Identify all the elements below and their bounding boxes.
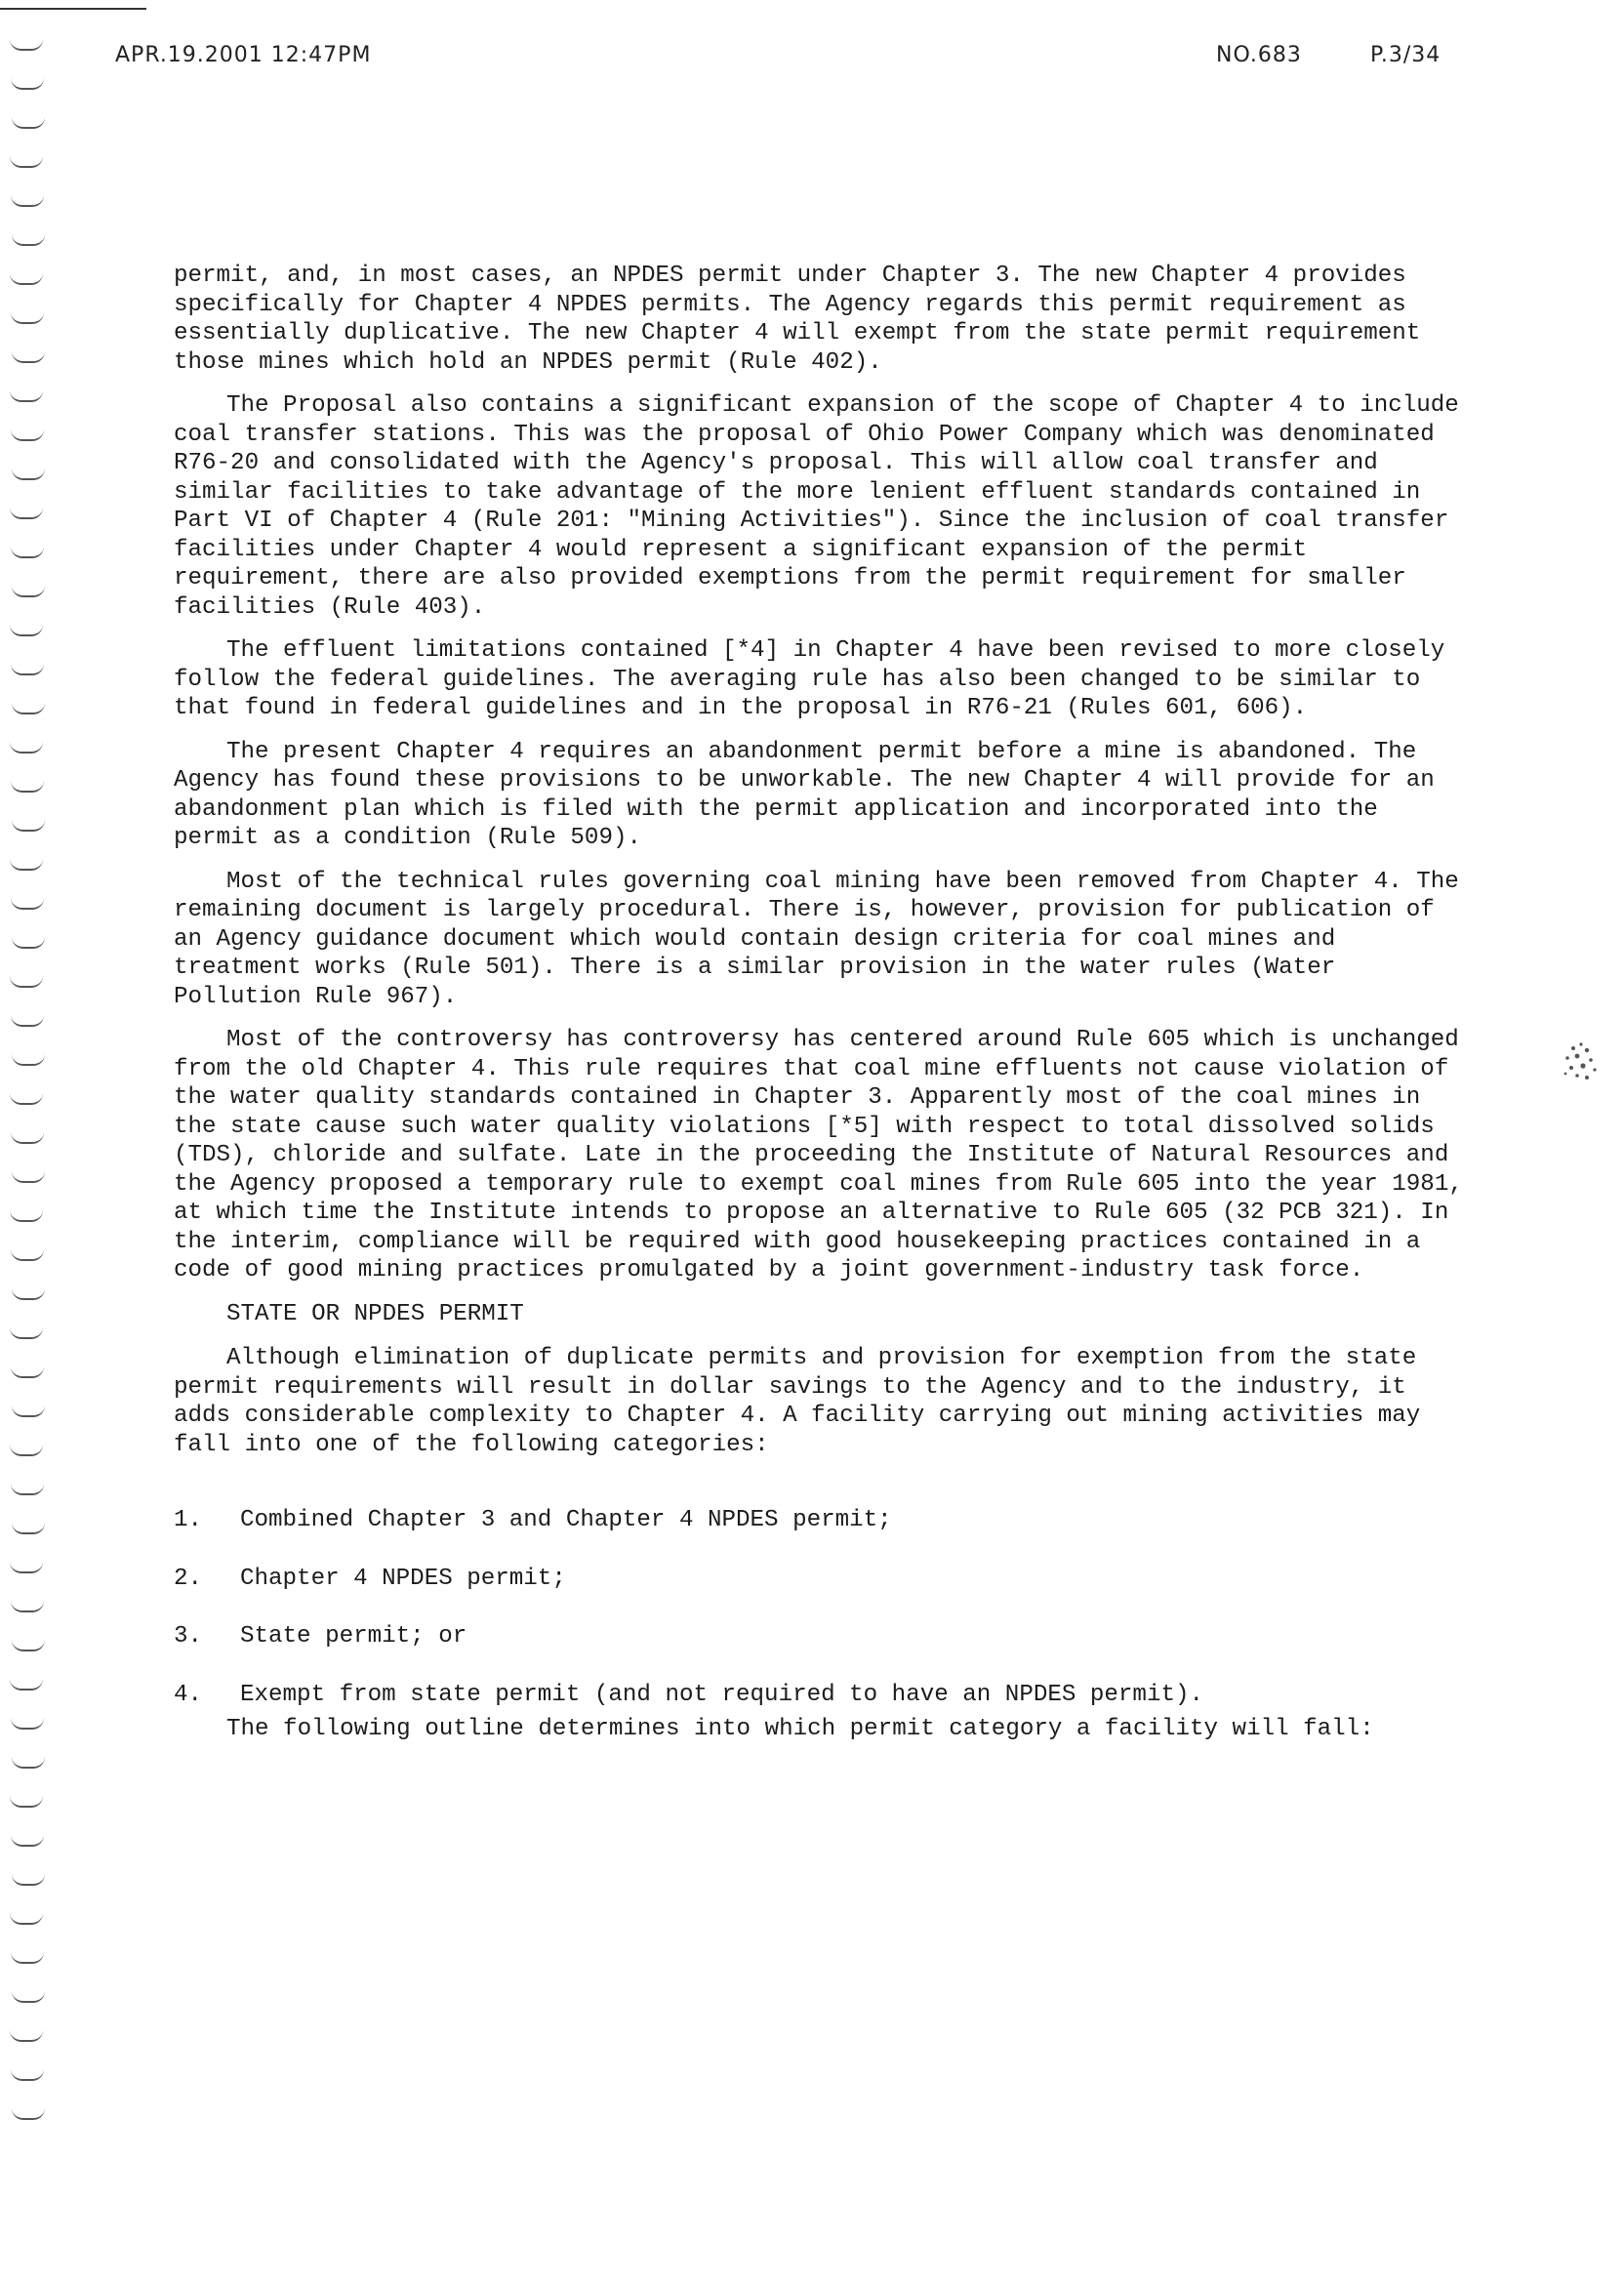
list-number: 1. [174,1507,203,1533]
binding-mark [12,1171,45,1183]
list-text: Chapter 4 NPDES permit; [240,1565,566,1592]
binding-mark [11,429,44,441]
binding-mark [11,1366,44,1378]
binding-mark [12,2108,45,2120]
binding-mark [11,1718,44,1730]
binding-mark [12,1406,45,1417]
binding-mark [12,937,45,949]
binding-mark [11,78,44,90]
list-text: Exempt from state permit (and not required to have an NPDES permit). [240,1681,1204,1708]
binding-mark [10,625,43,636]
binding-mark [12,1523,45,1534]
binding-mark [10,1210,43,1222]
paragraph-8: The following outline determines into which permit category a facility will fall: [226,1716,1374,1742]
binding-mark [12,1054,45,1066]
binding-mark [12,117,45,129]
binding-mark [11,1015,44,1027]
binding-mark [10,976,43,988]
list-item [174,1506,1472,1535]
binding-mark [11,1601,44,1612]
binding-mark [10,273,43,285]
paragraph-7: Although elimination of duplicate permits and provision for exemption from the state permit requirements will result in dollar savings to the Agency and to the industry, it adds considerable complexity to Chapter 4. A facility carrying out mining activities may fall into one of the following categories: [174,1345,1421,1458]
fax-page-number: P.3/34 [1370,43,1441,67]
list-number: 3. [174,1623,203,1650]
binding-mark [12,586,45,597]
list-item [174,1681,1472,1710]
binding-mark [12,1288,45,1300]
binding-mark [11,1132,44,1144]
binding-mark [11,781,44,793]
binding-mark [12,1757,45,1769]
binding-mark [12,469,45,480]
list-text: State permit; or [240,1623,467,1650]
stamp-smudge [1554,1035,1608,1089]
binding-edge-marks [6,39,64,2147]
binding-mark [12,1640,45,1651]
binding-mark [10,1093,43,1105]
binding-mark [10,39,43,51]
category-list [174,1506,1472,1709]
paragraph-4: The present Chapter 4 requires an abandonment permit before a mine is abandoned. The Agency has found these provisions to be unworkable. The new Chapter 4 will provide for an abandonment plan which is filed with the permit application and incorporated into the permit as a condition (Rule 509). [174,738,1435,851]
list-number: 2. [174,1565,203,1592]
binding-mark [12,1991,45,2003]
paragraph-6: Most of the controversy has controversy has centered around Rule 605 which is unchanged from the old Chapter 4. This rule requires that coal mine effluents not cause violation of the water quality standards contained in Chapter 3. Apparently most of the coal mines in the state cause such water quality violations [*5] with respect to total dissolved solids (TDS), chloride and sulfate. Late in the proceeding the Institute of Natural Resources and the Agency proposed a temporary rule to exempt coal mines from Rule 605 into the year 1981, at which time the Institute intends to propose an alternative to Rule 605 (32 PCB 321). In the interim, compliance will be required with good housekeeping practices contained in a code of good mining practices promulgated by a joint government-industry task force. [174,1027,1463,1284]
fax-header [0,43,1624,82]
binding-mark [11,898,44,910]
binding-mark [10,1327,43,1339]
list-item [174,1622,1472,1651]
binding-mark [12,351,45,363]
binding-mark [10,1796,43,1808]
binding-mark [11,2069,44,2081]
binding-mark [11,312,44,324]
binding-mark [12,1874,45,1886]
fax-datetime: APR.19.2001 12:47PM [115,43,372,67]
binding-mark [10,390,43,402]
top-rule [0,8,146,10]
binding-mark [11,1835,44,1847]
document-body [174,262,1472,1759]
binding-mark [12,234,45,246]
list-number: 4. [174,1681,203,1708]
binding-mark [10,859,43,871]
binding-mark [10,1913,43,1925]
list-item [174,1565,1472,1594]
binding-mark [10,2030,43,2042]
binding-mark [11,1249,44,1261]
binding-mark [11,1484,44,1495]
binding-mark [10,156,43,168]
binding-mark [11,195,44,207]
binding-mark [10,742,43,754]
paragraph-1: permit, and, in most cases, an NPDES permit under Chapter 3. The new Chapter 4 provides specifically for Chapter 4 NPDES permits. The Agency regards this permit requirement as essentially duplicative. The new Chapter 4 will exempt from the state permit requirement those mines which hold an NPDES permit (Rule 402). [174,263,1421,376]
binding-mark [11,547,44,558]
binding-mark [12,703,45,714]
section-heading: STATE OR NPDES PERMIT [226,1300,524,1327]
binding-mark [12,820,45,832]
binding-mark [11,664,44,675]
fax-number: NO.683 [1216,43,1302,67]
binding-mark [10,508,43,519]
binding-mark [10,1679,43,1691]
binding-mark [11,1952,44,1964]
paragraph-3: The effluent limitations contained [*4] in Chapter 4 have been revised to more closely follow the federal guidelines. The averaging rule has also been changed to be similar to that found in federal guidelines and in the proposal in R76-21 (Rules 601, 606). [174,637,1445,721]
binding-mark [10,1562,43,1573]
paragraph-5: Most of the technical rules governing coal mining have been removed from Chapter 4. The remaining document is largely procedural. There is, however, provision for publication of an Agency guidance document which would contain design criteria for coal mines and treatment works (Rule 501). There is a similar provision in the water rules (Water Pollution Rule 967). [174,868,1459,1010]
list-text: Combined Chapter 3 and Chapter 4 NPDES permit; [240,1507,892,1533]
binding-mark [10,1445,43,1456]
paragraph-2: The Proposal also contains a significant expansion of the scope of Chapter 4 to include coal transfer stations. This was the proposal of Ohio Power Company which was denominated R76-20 and consolidated with the Agency's proposal. This will allow coal transfer and similar facilities to take advantage of the more lenient effluent standards contained in Part VI of Chapter 4 (Rule 201: "Mining Activities"). Since the inclusion of coal transfer facilities under Chapter 4 would represent a significant expansion of the permit requirement, there are also provided exemptions from the permit requirement for smaller facilities (Rule 403). [174,392,1459,621]
